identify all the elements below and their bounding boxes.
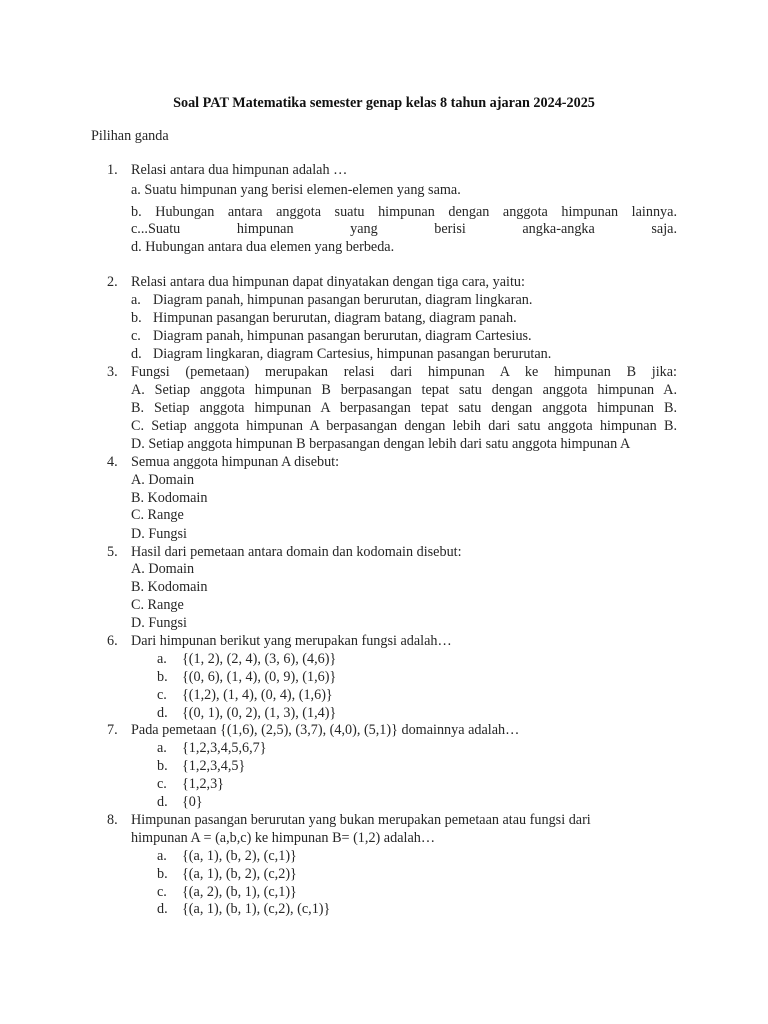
option: c...Suatu himpunan yang berisi angka-angka saja. (131, 221, 677, 237)
option-text: {(a, 1), (b, 1), (c,2), (c,1)} (182, 901, 331, 917)
option-text: {1,2,3,4,5} (182, 758, 246, 774)
option-text: {1,2,3} (182, 776, 224, 792)
question-text: Semua anggota himpunan A disebut: (131, 454, 340, 470)
option: B. Kodomain (131, 579, 208, 595)
option-text: {(a, 2), (b, 1), (c,1)} (182, 884, 297, 900)
option-text: {1,2,3,4,5,6,7} (182, 740, 267, 756)
question-text: Relasi antara dua himpunan adalah … (131, 162, 348, 178)
option: A. Domain (131, 472, 195, 488)
question-number: 2. (107, 274, 118, 290)
question-number: 8. (107, 812, 118, 828)
option-letter: d. (157, 794, 168, 810)
option-text: {(a, 1), (b, 2), (c,1)} (182, 848, 297, 864)
option-letter: d. (131, 346, 142, 362)
option-letter: b. (157, 758, 168, 774)
option: A. Setiap anggota himpunan B berpasangan tepat satu dengan anggota himpunan A. (131, 382, 677, 398)
option-text: {(a, 1), (b, 2), (c,2)} (182, 866, 297, 882)
option-text: Diagram panah, himpunan pasangan berurutan, diagram lingkaran. (153, 292, 533, 308)
option-text: {(1, 2), (2, 4), (3, 6), (4,6)} (182, 651, 337, 667)
option-letter: b. (157, 866, 168, 882)
option: a. Suatu himpunan yang berisi elemen-elemen yang sama. (131, 182, 461, 198)
question-number: 5. (107, 544, 118, 560)
question-number: 4. (107, 454, 118, 470)
option-letter: b. (131, 310, 142, 326)
option-letter: d. (157, 705, 168, 721)
option-text: {(1,2), (1, 4), (0, 4), (1,6)} (182, 687, 333, 703)
question-text: Hasil dari pemetaan antara domain dan kodomain disebut: (131, 544, 462, 560)
option-letter: c. (157, 687, 167, 703)
option: D. Fungsi (131, 526, 187, 542)
option-text: {(0, 1), (0, 2), (1, 3), (1,4)} (182, 705, 337, 721)
option: B. Setiap anggota himpunan A berpasangan tepat satu dengan anggota himpunan B. (131, 400, 677, 416)
option-text: Himpunan pasangan berurutan, diagram batang, diagram panah. (153, 310, 517, 326)
question-number: 7. (107, 722, 118, 738)
option-text: Diagram panah, himpunan pasangan berurutan, diagram Cartesius. (153, 328, 532, 344)
option: C. Setiap anggota himpunan A berpasangan dengan lebih dari satu anggota himpunan B. (131, 418, 677, 434)
option-text: {0} (182, 794, 203, 810)
option-letter: a. (157, 651, 167, 667)
option: B. Kodomain (131, 490, 208, 506)
option-text: {(0, 6), (1, 4), (0, 9), (1,6)} (182, 669, 337, 685)
option-text: Diagram lingkaran, diagram Cartesius, himpunan pasangan berurutan. (153, 346, 552, 362)
question-text: Pada pemetaan {(1,6), (2,5), (3,7), (4,0), (5,1)} domainnya adalah… (131, 722, 520, 738)
option-letter: c. (131, 328, 141, 344)
option-letter: c. (157, 884, 167, 900)
option: D. Fungsi (131, 615, 187, 631)
question-text: Himpunan pasangan berurutan yang bukan merupakan pemetaan atau fungsi dari (131, 812, 591, 828)
question-text: Relasi antara dua himpunan dapat dinyatakan dengan tiga cara, yaitu: (131, 274, 525, 290)
question-text-continued: himpunan A = (a,b,c) ke himpunan B= (1,2) adalah… (131, 830, 436, 846)
document-title: Soal PAT Matematika semester genap kelas 8 tahun ajaran 2024-2025 (173, 95, 595, 111)
question-number: 3. (107, 364, 118, 380)
option: d. Hubungan antara dua elemen yang berbeda. (131, 239, 395, 255)
option: D. Setiap anggota himpunan B berpasangan dengan lebih dari satu anggota himpunan A (131, 436, 631, 452)
option-letter: a. (131, 292, 141, 308)
question-number: 6. (107, 633, 118, 649)
option: C. Range (131, 597, 184, 613)
option: C. Range (131, 507, 184, 523)
option-letter: a. (157, 848, 167, 864)
question-text: Fungsi (pemetaan) merupakan relasi dari himpunan A ke himpunan B jika: (131, 364, 677, 380)
section-heading: Pilihan ganda (91, 128, 169, 144)
option-letter: c. (157, 776, 167, 792)
option-letter: b. (157, 669, 168, 685)
question-number: 1. (107, 162, 118, 178)
option-letter: a. (157, 740, 167, 756)
question-text: Dari himpunan berikut yang merupakan fungsi adalah… (131, 633, 452, 649)
option: A. Domain (131, 561, 195, 577)
option-letter: d. (157, 901, 168, 917)
option: b. Hubungan antara anggota suatu himpunan dengan anggota himpunan lainnya. (131, 204, 677, 220)
